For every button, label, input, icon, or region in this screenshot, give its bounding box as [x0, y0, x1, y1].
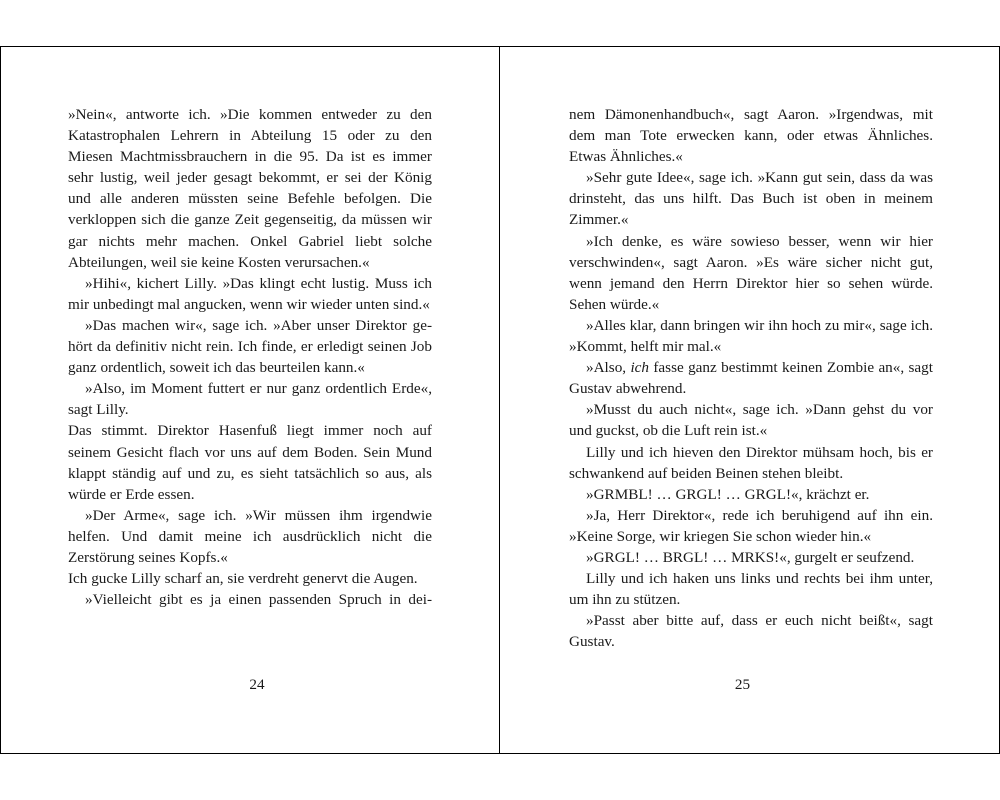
paragraph: »Hihi«, kichert Lilly. »Das klingt echt lustig. Muss ich mir unbedingt mal angucken, wenn wir wieder unten sind.« — [68, 274, 432, 313]
paragraph: »GRMBL! … GRGL! … GRGL!«, krächzt er. — [586, 485, 870, 503]
paragraph — [569, 357, 933, 399]
paragraph: Das stimmt. Direktor Hasenfuß liegt immer noch auf seinem Gesicht flach vor uns auf dem Boden. Sein Mund klappt ständig auf und zu, es sieht tatsächlich so aus, als würde er Erde essen. — [68, 422, 432, 503]
paragraph: »Also, im Moment futtert er nur ganz ordentlich Erde«, sagt Lilly. — [68, 380, 432, 419]
book-spread — [0, 46, 1000, 754]
paragraph: »Passt aber bitte auf, dass er euch nicht beißt«, sagt Gustav. — [569, 612, 933, 651]
right-page-text — [569, 104, 933, 652]
paragraph: »Das machen wir«, sage ich. »Aber unser Direktor gehört da definitiv nicht rein. Ich finde, er erledigt seinen Job ganz ordentlich, soweit ich das beurteilen kann.« — [68, 316, 432, 377]
paragraph: Lilly und ich haken uns links und rechts bei ihm unter, um ihn zu stützen. — [569, 570, 933, 609]
paragraph-text: »Also, — [586, 359, 631, 377]
paragraph: »GRGL! … BRGL! … MRKS!«, gurgelt er seufzend. — [586, 548, 915, 566]
paragraph-text: fasse ganz bestimmt keinen Zombie an«, sagt Gustav abwehrend. — [569, 359, 933, 398]
paragraph: »Der Arme«, sage ich. »Wir müssen ihm irgendwie helfen. Und damit meine ich ausdrücklich nicht die Zerstörung seines Kopfs.« — [68, 506, 432, 566]
left-page-text — [68, 104, 432, 610]
left-page — [0, 47, 500, 753]
paragraph: Ich gucke Lilly scharf an, sie verdreht genervt die Augen. — [68, 570, 418, 588]
paragraph: »Vielleicht gibt es ja einen passenden Spruch in dei- — [85, 591, 432, 609]
emphasized-word: ich — [630, 359, 650, 377]
right-page — [500, 47, 1000, 753]
paragraph: nem Dämonenhandbuch«, sagt Aaron. »Irgendwas, mit dem man Tote erwecken kann, oder etwas Ähnliches. Etwas Ähnliches.« — [569, 106, 933, 166]
page-number: 24 — [249, 676, 265, 693]
paragraph: »Ja, Herr Direktor«, rede ich beruhigend auf ihn ein. »Keine Sorge, wir kriegen Sie schon wieder hin.« — [569, 506, 933, 545]
page-number: 25 — [734, 676, 751, 693]
paragraph: »Ich denke, es wäre sowieso besser, wenn wir hier verschwinden«, sagt Aaron. »Es wäre sicher nicht gut, wenn jemand den Herrn Direktor hier so sehen würde. Sehen würde.« — [569, 232, 933, 313]
paragraph: »Alles klar, dann bringen wir ihn hoch zu mir«, sage ich. »Kommt, helft mir mal.« — [569, 316, 933, 356]
paragraph: »Nein«, antworte ich. »Die kommen entweder zu den Katastrophalen Lehrern in Abteilung 15 oder zu den Miesen Machtmissbrauchern in die 95. Da ist es immer sehr lustig, weil jeder gesagt bekommt, er sei der König und alle anderen müssten seine Befehle befolgen. Die verkloppen sich die ganze Zeit gegenseitig, da müssen wir gar nichts mehr machen. Onkel Gabriel liebt solche Abteilungen, weil sie keine Kosten verursachen.« — [68, 106, 432, 271]
paragraph: »Sehr gute Idee«, sage ich. »Kann gut sein, dass da was drinsteht, das uns hilft. Das Buch ist oben in meinem Zimmer.« — [569, 169, 933, 229]
paragraph: Lilly und ich hieven den Direktor mühsam hoch, bis er schwankend auf beiden Beinen stehen bleibt. — [569, 443, 933, 482]
paragraph: »Musst du auch nicht«, sage ich. »Dann gehst du vor und guckst, ob die Luft rein ist.« — [569, 401, 933, 440]
